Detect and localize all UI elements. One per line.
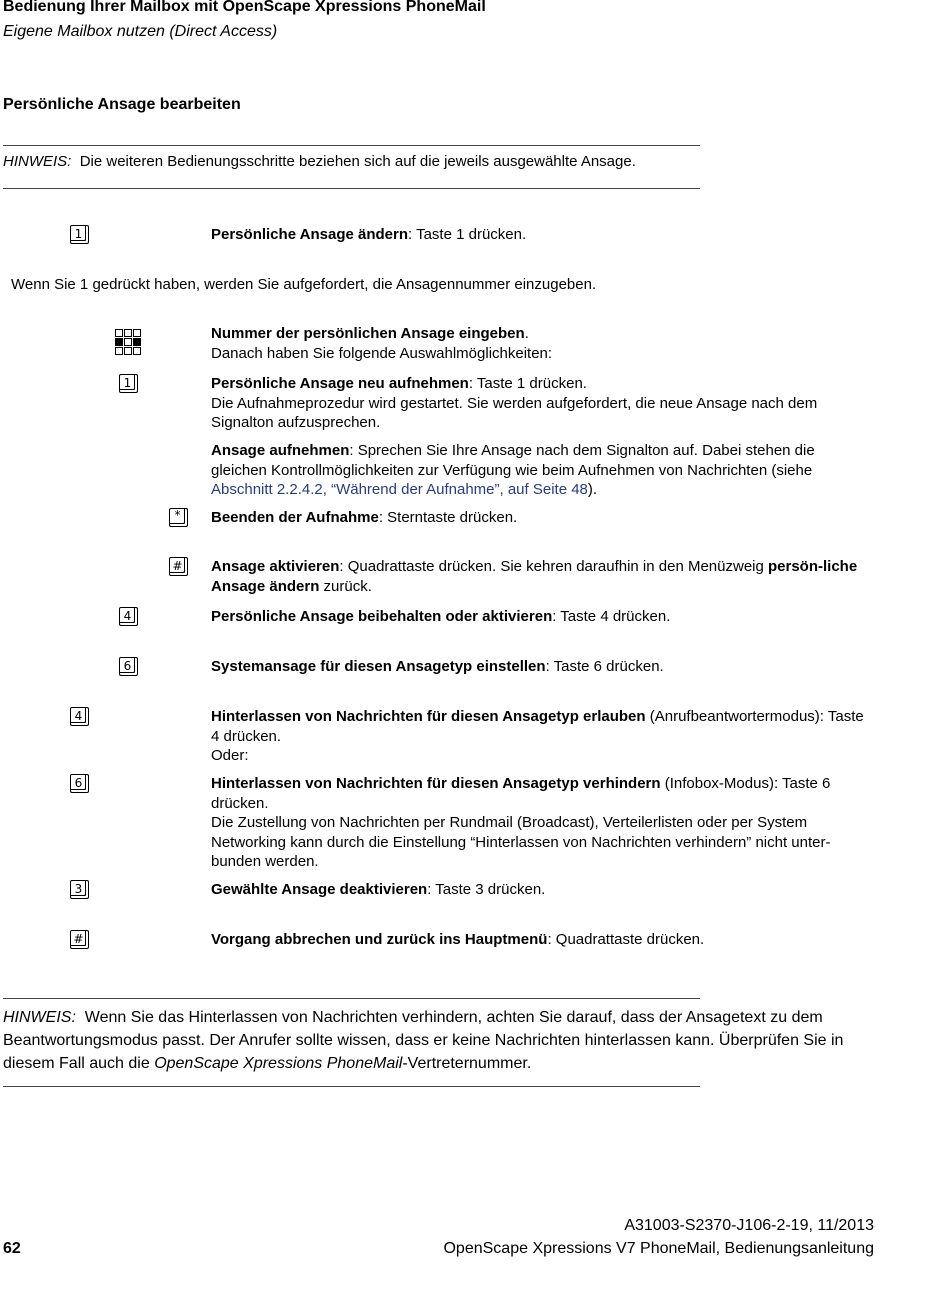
step-bold: Vorgang abbrechen und zurück ins Hauptmenü [211,931,548,948]
step-bold: Ansage aufnehmen [211,442,350,459]
step-bold: Gewählte Ansage deaktivieren [211,881,428,898]
note-2 [3,1006,883,1075]
step-allow-messages [211,707,871,766]
step-keep-or-activate [211,607,871,627]
step-after: zurück. [319,577,372,595]
step-rest: : Sprechen Sie Ihre Ansage nach dem Signalton auf. Dabei stehen die gleichen Kontrollmöglichkeiten zur Verfügung wie beim Aufnehmen von Nachrichten (siehe [211,442,815,479]
step-bold: Ansage aktivieren [211,558,340,575]
hash-key-icon: # [70,930,89,949]
step-rest: : Sterntaste drücken. [378,509,518,526]
step-rest: : Taste 1 drücken. [408,226,527,243]
step-activate-announcement [211,557,871,596]
step-detail: Oder: [211,747,249,764]
key-1-icon: 1 [70,225,89,244]
step-detail: Danach haben Sie folgende Auswahlmöglichkeiten: [211,344,553,362]
step-bold: Persönliche Ansage neu aufnehmen [211,375,469,392]
key-1-icon: 1 [119,374,138,393]
step-bold: Persönliche Ansage ändern [211,226,409,243]
hash-key-icon: # [169,557,188,576]
step-bold: Beenden der Aufnahme [211,509,379,526]
keypad-icon [115,329,140,364]
running-header-title: Bedienung Ihrer Mailbox mit OpenScape Xpressions PhoneMail [3,0,486,15]
step-deactivate [211,880,871,900]
step-prevent-messages [211,774,871,872]
note-label: HINWEIS: [3,153,72,170]
running-header-subtitle: Eigene Mailbox nutzen (Direct Access) [3,23,278,40]
step-after: ). [587,481,598,498]
step-enter-number [211,324,871,363]
cross-reference-link[interactable]: Abschnitt 2.2.4.2, “Während der Aufnahme”, auf Seite 48 [211,481,588,498]
step-bold: Systemansage für diesen Ansagetyp einstellen [211,658,546,675]
note-text-end: -Vertreternummer. [402,1055,532,1072]
key-6-icon: 6 [119,657,138,676]
step-rest: : Quadrattaste drücken. Sie kehren daraufhin in den Menüzweig [339,558,768,575]
key-6-icon: 6 [70,774,89,793]
step-rest: (Anrufbeantwortermodus): Taste 4 drücken. [211,708,864,745]
step-bold-2: persön-liche Ansage ändern [211,558,858,595]
key-4-icon: 4 [119,607,138,626]
footer-doc-title: OpenScape Xpressions V7 PhoneMail, Bedienungsanleitung [443,1240,874,1257]
key-4-icon: 4 [70,707,89,726]
step-bold: Hinterlassen von Nachrichten für diesen Ansagetyp erlauben [211,708,646,725]
step-bold: Nummer der persönlichen Ansage eingeben [211,325,525,342]
step-rest: . [524,325,529,342]
footer-doc-id: A31003-S2370-J106-2-19, 11/2013 [624,1217,874,1234]
key-3-icon: 3 [70,880,89,899]
step-detail: Die Aufnahmeprozedur wird gestartet. Sie werden aufgefordert, die neue Ansage nach dem Signalton aufzusprechen. [211,394,818,431]
step-rest: : Taste 4 drücken. [552,608,671,625]
page-number: 62 [3,1240,21,1257]
note-text: Wenn Sie das Hinterlassen von Nachrichten verhindern, achten Sie darauf, dass der Ansagetext zu dem Beantwortungsmodus passt. Der Anrufer sollte wissen, dass er keine Nachrichten hinterlassen kann. Überprüfen Sie in diesem Fall auch die [3,1009,844,1072]
step-bold: Hinterlassen von Nachrichten für diesen Ansagetyp verhindern [211,775,661,792]
note-1 [3,152,636,172]
note-top-rule [3,145,700,146]
note-top-rule [3,998,700,999]
note-bottom-rule [3,1086,700,1087]
paragraph-1: Wenn Sie 1 gedrückt haben, werden Sie aufgefordert, die Ansagennummer einzugeben. [11,276,597,293]
step-detail: Die Zustellung von Nachrichten per Rundmail (Broadcast), Verteilerlisten oder per System Networking kann durch die Einstellung “Hinterlassen von Nachrichten verhindern” nicht unter-bunden werden. [211,814,831,870]
step-rest: (Infobox-Modus): Taste 6 drücken. [211,775,831,812]
product-name: OpenScape Xpressions PhoneMail [154,1055,403,1072]
step-rest: : Taste 3 drücken. [427,881,546,898]
star-key-icon: * [169,508,188,527]
step-cancel [211,930,871,950]
step-record-announcement [211,441,871,500]
step-rest: : Quadrattaste drücken. [547,931,705,948]
step-rest: : Taste 6 drücken. [545,658,664,675]
step-rest: : Taste 1 drücken. [468,375,587,392]
step-end-recording [211,508,871,528]
section-title: Persönliche Ansage bearbeiten [3,96,241,113]
step-change-announcement [211,225,871,245]
note-bottom-rule [3,188,700,189]
step-record-new [211,374,871,433]
step-bold: Persönliche Ansage beibehalten oder aktivieren [211,608,553,625]
note-label: HINWEIS: [3,1009,76,1026]
step-system-announcement [211,657,871,677]
note-text: Die weiteren Bedienungsschritte beziehen sich auf die jeweils ausgewählte Ansage. [79,153,636,170]
